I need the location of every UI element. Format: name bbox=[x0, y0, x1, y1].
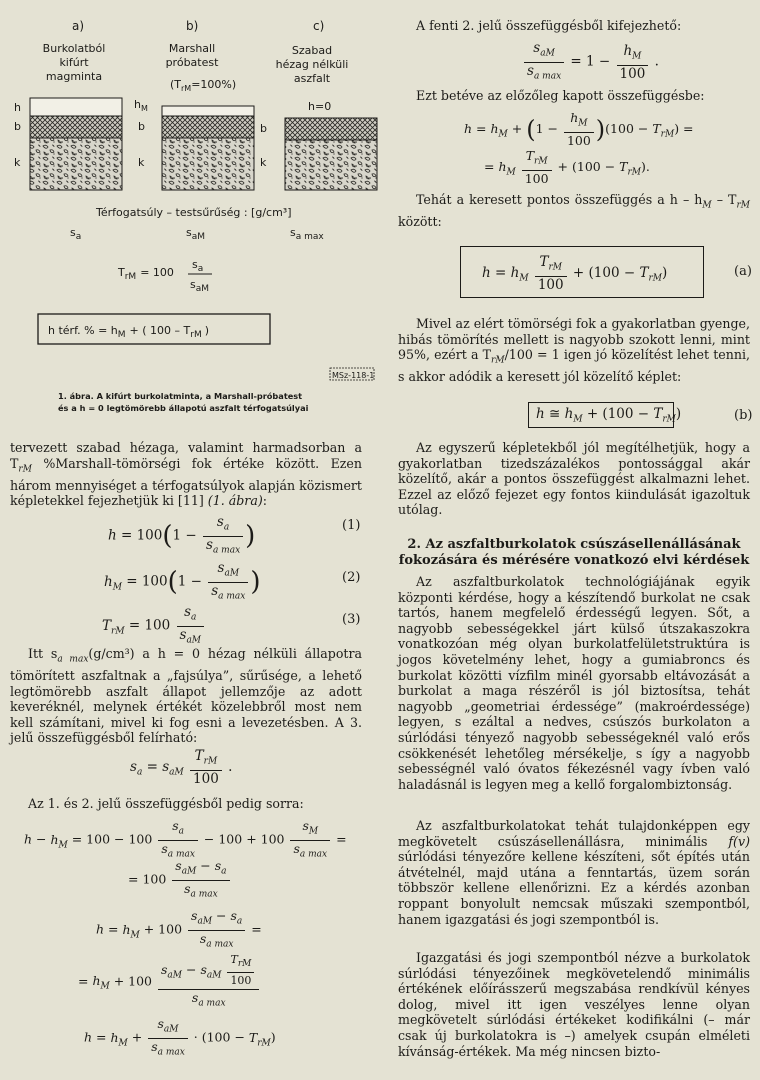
equation-1: h = 100(1 − $\frac{s_a}{s_{a max}}$ ) bbox=[108, 514, 256, 556]
equation-2-number: (2) bbox=[342, 570, 361, 585]
fig-formula-trm bbox=[117, 258, 212, 294]
fig-s-am: $s_{aM}$ bbox=[186, 226, 206, 242]
right-paragraph-6: Az aszfaltburkolatok technológiájának egyik központi kérdése, hogy a készítendő burkolat ne csak tartós, hanem megfelelő érdességű legyen. Sőt, a nagyobb sebességekkel járt külső útszakaszokra vonatkozóan még olyan burkolatfelületstruktúra is jogos követelmény lehet, hogy a gumiabroncs és burkolat közötti vízfilm minél gyorsabb eltávozását a burkolat a maga részéről is jól biztosítsa, tehát nagyobb „geometriai érdessége” (makroérdessége) legyen, s ezáltal a nedves, csúszós burkolaton a súrlódási tényező nagyobb sebességeknél való erős csökkenését lehetőleg mérsékelje, s így a nagyobb sebességnél való óvatos fékezésnél vagy ívben való haladásnál is legyen meg a kellő forgalombiztonság. bbox=[398, 574, 750, 792]
svg-text:k: k bbox=[14, 156, 21, 169]
fig-col-a-title-2: kifúrt bbox=[59, 56, 89, 69]
svg-text:h: h bbox=[14, 101, 21, 114]
equation-2: $h_M = 100(1$ − $\frac{s_{aM}}{s_{a max}}$ ) bbox=[104, 560, 261, 602]
fig-boxed-formula: h térf. % = $h_M$ + ( $100 - T_{rM}$ ) bbox=[48, 324, 210, 340]
right-paragraph-4: Mivel az elért tömörségi fok a gyakorlatban gyenge, hibás tömörítés mellett is nagyobb szokott lenni, mint 95%, ezért a $T_{rM}/100 = 1$ igen jó közelítést lehet tenni, s akkor adódik a keresett jól közelítő képlet: bbox=[398, 316, 750, 385]
equation-a: $h = h_M$ $\frac{T_{rM}}{100}$ + $(100 - T_{rM})$ bbox=[482, 254, 668, 293]
fig-s-amax: $s_{a max}$ bbox=[290, 226, 324, 242]
right-paragraph-3: Tehát a keresett pontos összefüggés a h – $h_M - T_{rM}$ között: bbox=[398, 192, 750, 230]
svg-text:saM: $s_{aM}$ bbox=[190, 278, 210, 294]
fig-col-a-title-1: Burkolatból bbox=[42, 42, 106, 55]
svg-text:hM: $h_M$ bbox=[134, 98, 148, 113]
left-paragraph-3: Az 1. és 2. jelű összefüggésből pedig sorra: bbox=[28, 796, 304, 811]
equation-substituted-1: $h = h_M + (1$ − $\frac{h_M}{100}$ )$(100 - T_{rM})$ = bbox=[464, 110, 694, 148]
svg-text:b: b bbox=[14, 120, 21, 133]
derivation-line-5: $h = h_M$ + $\frac{s_{aM}}{s_{a max}}$ · $(100 - T_{rM})$ bbox=[84, 1016, 276, 1057]
fig-block-c bbox=[260, 100, 377, 190]
svg-text:b: b bbox=[260, 122, 267, 135]
equation-substituted-2: = $h_M$ $\frac{T_{rM}}{100}$ + $(100 - T_{rM})$. bbox=[484, 148, 650, 186]
left-paragraph-2: Itt $s_{a max}(g/cm^3)$ a h = 0 hézag nélküli állapotra tömörített aszfaltnak a „fajsúlya”, sűrűsége, a lehető legtömörebb aszfalt állapot jellemzője az adott keveréknél, melynek értékét közelebbről most nem kell számítani, mivel ki fog esni a levezetésben. A 3. jelű összefüggésből felírható: bbox=[10, 646, 362, 746]
fig-caption-2: és a h = 0 legtömörebb állapotú aszfalt térfogatsúlyai bbox=[58, 403, 309, 413]
fig-caption-1: 1. ábra. A kifúrt burkolatminta, a Marshall-próbatest bbox=[58, 391, 303, 401]
left-paragraph-1: tervezett szabad hézaga, valamint harmadsorban a $T_{rM}$ %Marshall-tömörségi fok értéke között. Ezen három mennyiséget a térfogatsúlyok alapján közismert képletekkel fejezhetjük ki [11] (1. ábra): bbox=[10, 440, 362, 509]
fig-block-a bbox=[14, 98, 122, 190]
fig-col-c-title-1: Szabad bbox=[291, 44, 333, 57]
equation-1-number: (1) bbox=[342, 518, 361, 533]
fig-col-b-letter: b) bbox=[186, 19, 199, 33]
fig-axis-label: Térfogatsúly – testsűrűség : [g/cm³] bbox=[96, 206, 292, 219]
svg-text:sa: $s_a$ bbox=[192, 258, 204, 274]
equation-b-number: (b) bbox=[734, 408, 753, 423]
svg-text:TrM= 100: $T_{rM} = 100$ bbox=[118, 266, 174, 282]
fig-col-b-title-3: $(T_{rM}=100\%)$ bbox=[170, 78, 237, 93]
fig-col-c-title-2: hézag nélküli bbox=[275, 58, 349, 71]
derivation-line-2: = 100 $\frac{s_{aM} - s_a}{s_{a max}}$ bbox=[128, 858, 232, 902]
derivation-line-3: $h = h_M + 100$ $\frac{s_{aM} - s_a}{s_{a max}}$ = bbox=[96, 908, 262, 949]
right-paragraph-2: Ezt betéve az előzőleg kapott összefüggésbe: bbox=[416, 88, 705, 103]
svg-text:k: k bbox=[138, 156, 145, 169]
fig-col-a-title-3: magminta bbox=[45, 70, 103, 83]
figure-1 bbox=[0, 0, 380, 420]
svg-text:h=0: h=0 bbox=[308, 100, 332, 113]
right-paragraph-1: A fenti 2. jelű összefüggésből kifejezhető: bbox=[416, 18, 682, 33]
right-paragraph-5: Az egyszerű képletekből jól megítélhetjük, hogy a gyakorlatban tizedszázalékos pontossággal akár közelítő, akár a pontos összefüggést alkalmazni lehet. Ezzel az előző fejezet egy fontos kiindulását igazoltuk utólag. bbox=[398, 440, 750, 518]
fig-block-b bbox=[134, 98, 254, 190]
svg-text:b: b bbox=[138, 120, 145, 133]
equation-b: h ≅ $h_M + (100 - T_{rM})$ bbox=[536, 406, 682, 425]
equation-ratio: $\frac{s_{aM}}{s_{a max}}$ = 1 − $\frac{h_M}{100}$ . bbox=[522, 40, 659, 84]
fig-col-b-title-1: Marshall bbox=[168, 42, 216, 55]
fig-col-a-letter: a) bbox=[72, 19, 85, 33]
fig-col-c-title-3: aszfalt bbox=[293, 72, 331, 85]
derivation-line-4: = $h_M + 100$ $s_{aM} - s_{aM}$ $\frac{T_{rM}}{100}$ $s_{a max}$ bbox=[78, 952, 261, 1012]
equation-3: $T_{rM} = 100$ $\frac{s_a}{s_{aM}}$ bbox=[102, 604, 206, 648]
right-paragraph-8: Igazgatási és jogi szempontból nézve a burkolatok súrlódási tényezőinek megkövetelendő minimális értékének előírásszerű megszabása rendkívül kényes dolog, mivel itt igen veszélyes lenne olyan megkövetelt súrlódási értékeket kodifikálni (– már csak új burkolatokra is –) amelyek csupán elméleti kívánság-értékek. Ma még nincsen bizto- bbox=[398, 950, 750, 1059]
section-heading-2: 2. Az aszfaltburkolatok csúszásellenállásának fokozására és mérésére vonatkozó elvi kérdések bbox=[398, 537, 750, 568]
svg-text:k: k bbox=[260, 156, 267, 169]
fig-stamp: MSz-118-1 bbox=[332, 371, 375, 380]
fig-s-a: $s_a$ bbox=[70, 226, 82, 242]
derivation-line-1: $h - h_M = 100 - 100$ $\frac{s_a}{s_{a max}}$ − 100 + 100 $\frac{s_M}{s_{a max}}$ = bbox=[24, 818, 347, 859]
fig-col-b-title-2: próbatest bbox=[165, 56, 219, 69]
equation-3-number: (3) bbox=[342, 612, 361, 627]
fig-col-c-letter: c) bbox=[313, 19, 325, 33]
right-paragraph-7: Az aszfaltburkolatokat tehát tulajdonképpen egy megkövetelt csúszásellenállásra, minimális f(v) súrlódási tényezőre kellene készíteni, sőt építés után átvételnél, majd utána a fenntartás, üzem során többször kellene ellenőrizni. Ez a kérdés azonban roppant bonyolult nemcsak műszaki szempontból, hanem igazgatási és jogi szempontból is. bbox=[398, 818, 750, 927]
equation-a-number: (a) bbox=[734, 264, 752, 279]
equation-sa: $s_a = s_{aM}$ $\frac{T_{rM}}{100}$ . bbox=[130, 748, 233, 787]
